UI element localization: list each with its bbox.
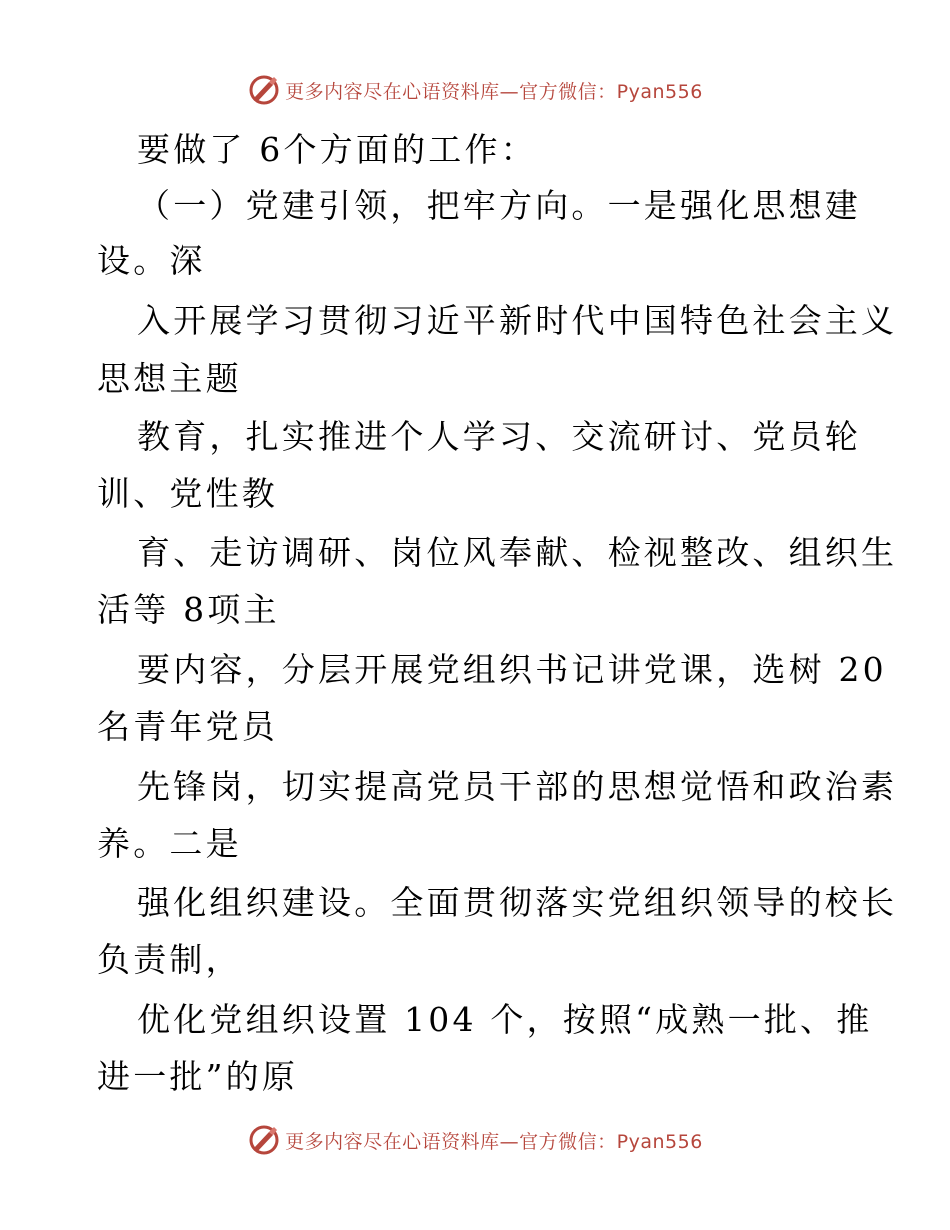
text-line: 名青年党员: [97, 707, 278, 746]
pen-circle-logo-icon: [247, 73, 281, 107]
watermark-text: 更多内容尽在心语资料库—官方微信：Pyan556: [285, 80, 703, 103]
pen-circle-logo-icon: [247, 1123, 281, 1157]
text-line: 训、党性教: [97, 474, 278, 513]
text-line: 活等 8项主: [97, 590, 280, 629]
text-line: （一）党建引领，把牢方向。一是强化思想建: [137, 186, 861, 225]
text-line: 强化组织建设。全面贯彻落实党组织领导的校长: [137, 883, 898, 922]
text-line: 教育，扎实推进个人学习、交流研讨、党员轮: [137, 417, 861, 456]
text-line: 设。深: [97, 241, 206, 280]
text-line: 入开展学习贯彻习近平新时代中国特色社会主义: [137, 301, 898, 340]
text-line: 要做了 6个方面的工作：: [137, 130, 537, 169]
footer-watermark: [0, 1120, 950, 1160]
header-watermark: [0, 70, 950, 110]
text-line: 先锋岗，切实提高党员干部的思想觉悟和政治素: [137, 767, 898, 806]
text-line: 优化党组织设置 104 个，按照“成熟一批、推: [137, 1000, 873, 1039]
text-line: 负责制，: [97, 940, 242, 979]
text-line: 思想主题: [97, 359, 242, 398]
text-line: 育、走访调研、岗位风奉献、检视整改、组织生: [137, 533, 898, 572]
text-line: 进一批”的原: [97, 1057, 299, 1096]
text-line: 养。二是: [97, 824, 242, 863]
text-line: 要内容，分层开展党组织书记讲党课，选树 20: [137, 650, 887, 689]
watermark-text: 更多内容尽在心语资料库—官方微信：Pyan556: [285, 1130, 703, 1153]
